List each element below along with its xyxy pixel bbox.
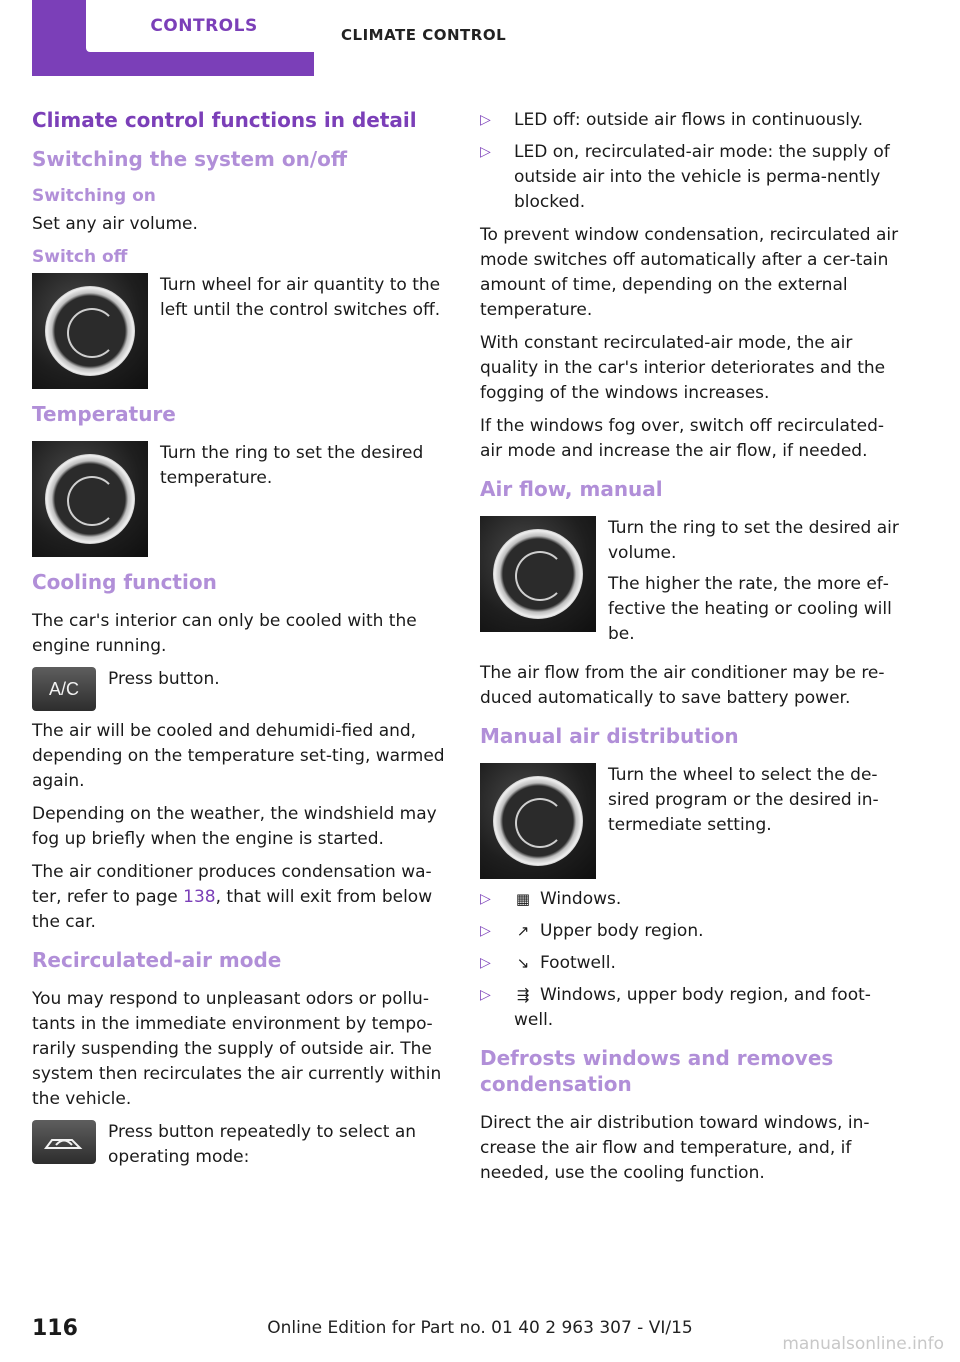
airflow-knob-image — [480, 516, 596, 632]
page-number: 116 — [32, 1316, 78, 1341]
list-item: ▷ LED on, recirculated-air mode: the supply of outside air into the vehicle is perma‐nently blocked. — [480, 142, 890, 212]
header-tab-controls[interactable]: CONTROLS — [86, 0, 322, 52]
all-zones-icon: ⇶ — [516, 986, 530, 1004]
temperature-heading: Temperature — [32, 402, 176, 426]
switch-off-heading: Switch off — [32, 247, 128, 267]
temperature-knob-image — [32, 441, 148, 557]
recirc-figure — [32, 1120, 452, 1176]
switch-off-text: Turn wheel for air quantity to the left until the control switches off. — [160, 275, 441, 320]
distribution-knob-image — [480, 763, 596, 879]
airflow-heading: Air flow, manual — [480, 477, 663, 501]
recirculation-button-image — [32, 1120, 96, 1164]
switch-off-figure — [32, 273, 452, 389]
recirc-press-text: Press button repeatedly to select an operating mode: — [108, 1122, 417, 1167]
fog-text: If the windows fog over, switch off recirculated-air mode and increase the air flow, if needed. — [480, 416, 885, 461]
car-recirculation-icon — [42, 1130, 86, 1154]
defrost-text: Direct the air distribution toward windows, in‐crease the air flow and temperature, and, if needed, use the cooling function. — [480, 1113, 870, 1183]
list-item: ▷ ⇶ Windows, upper body region, and foot‐well. — [480, 985, 871, 1030]
list-item: ▷ ↗ Upper body region. — [480, 919, 900, 944]
prevent-text: To prevent window condensation, recirculated air mode switches off automatically after a cer‐tain amount of time, depending on the external temperature. — [480, 225, 899, 320]
airflow-text-2: The higher the rate, the more ef‐fective the heating or cooling will be. — [608, 574, 892, 644]
section-heading: Climate control functions in detail — [32, 108, 417, 132]
list-item: ▷ ▦ Windows. — [480, 887, 900, 912]
left-column — [32, 108, 452, 1184]
recirculated-text: You may respond to unpleasant odors or pollu‐tants in the immediate environment by tempo‐rarily suspending the supply of outside air. The system then recirculates the air currently within the vehicle. — [32, 989, 442, 1109]
ac-figure — [32, 667, 452, 711]
distribution-heading: Manual air distribution — [480, 724, 739, 748]
right-column — [480, 108, 900, 1194]
distribution-figure — [480, 763, 900, 879]
air-quantity-knob-image — [32, 273, 148, 389]
triangle-bullet-icon: ▷ — [480, 891, 491, 907]
temperature-figure — [32, 441, 452, 557]
header-section-title: CLIMATE CONTROL — [341, 26, 507, 44]
ac-button-image: A/C — [32, 667, 96, 711]
defrost-heading: Defrosts windows and removes condensation — [480, 1046, 834, 1096]
constant-text: With constant recirculated-air mode, the air quality in the car's interior deteriorates and the fogging of the windows increases. — [480, 333, 886, 403]
page-link[interactable]: 138 — [183, 887, 216, 907]
recirculated-heading: Recirculated-air mode — [32, 948, 282, 972]
windows-icon: ▦ — [515, 890, 531, 908]
triangle-bullet-icon: ▷ — [480, 112, 491, 128]
switching-on-heading: Switching on — [32, 186, 156, 206]
distribution-list — [480, 887, 900, 1033]
airflow-figure — [480, 516, 900, 653]
triangle-bullet-icon: ▷ — [480, 923, 491, 939]
edition-footer: Online Edition for Part no. 01 40 2 963 307 - VI/15 — [267, 1318, 693, 1338]
press-button-text: Press button. — [108, 669, 220, 689]
upper-body-icon: ↗ — [516, 922, 530, 940]
footwell-icon: ↘ — [516, 954, 530, 972]
switching-on-text: Set any air volume. — [32, 214, 198, 234]
airflow-text-1: Turn the ring to set the desired air volume. — [608, 518, 899, 563]
switch-heading: Switching the system on/off — [32, 147, 348, 171]
header-tab-bar — [32, 0, 314, 76]
triangle-bullet-icon: ▷ — [480, 987, 491, 1003]
cooling-heading: Cooling function — [32, 570, 217, 594]
list-item: ▷ ↘ Footwell. — [480, 951, 900, 976]
triangle-bullet-icon: ▷ — [480, 144, 491, 160]
temperature-text: Turn the ring to set the desired temperature. — [160, 443, 424, 488]
cooled-text: The air will be cooled and dehumidi‐fied and, depending on the temperature set‐ting, warmed again. — [32, 721, 445, 791]
list-item: ▷ LED off: outside air flows in continuously. — [480, 108, 900, 133]
condensation-text: The air conditioner produces condensation wa‐ter, refer to page 138, that will exit from below the car. — [32, 862, 433, 932]
led-list — [480, 108, 900, 215]
watermark: manualsonline.info — [782, 1334, 944, 1354]
cooling-text: The car's interior can only be cooled with the engine running. — [32, 611, 417, 656]
triangle-bullet-icon: ▷ — [480, 955, 491, 971]
airflow-text-3: The air flow from the air conditioner may be re‐duced automatically to save battery power. — [480, 663, 885, 708]
distribution-text: Turn the wheel to select the de‐sired program or the desired in‐termediate setting. — [608, 765, 879, 835]
weather-text: Depending on the weather, the windshield may fog up briefly when the engine is started. — [32, 804, 437, 849]
